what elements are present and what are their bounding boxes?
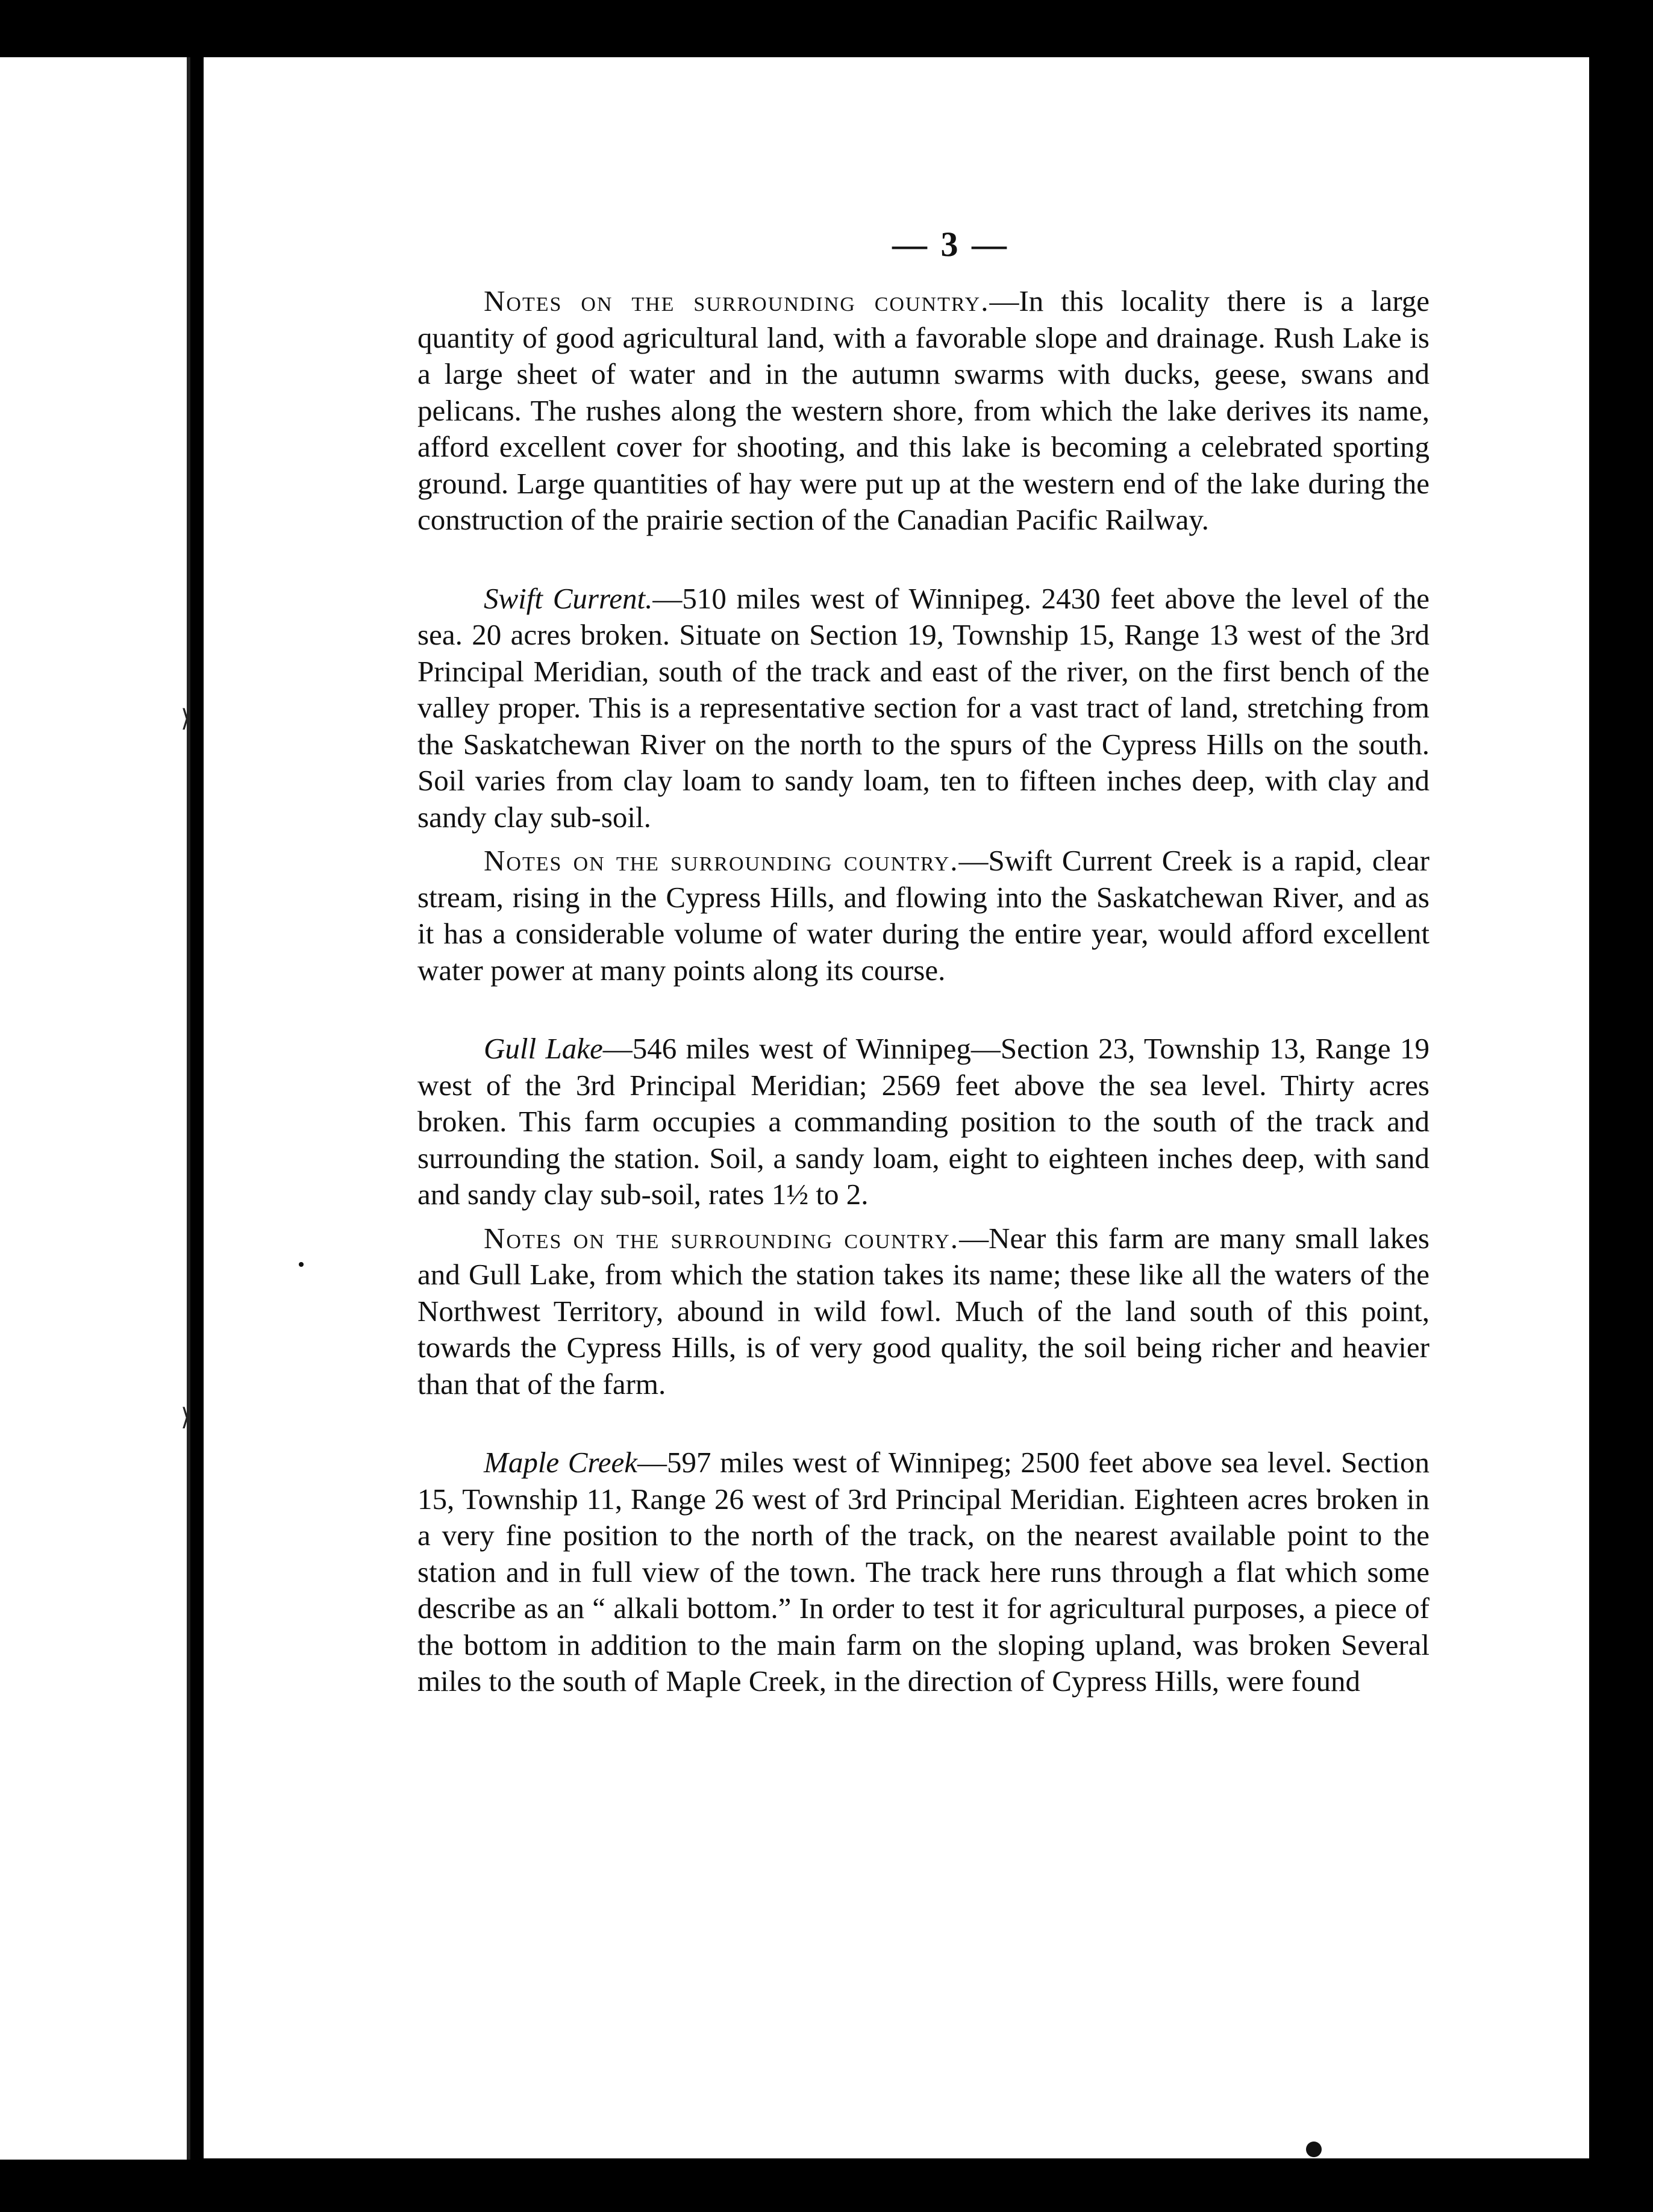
paragraph-maple-creek [417,1445,1430,1700]
paragraph-body: —Near this farm are many small lakes and Gull Lake, from which the station takes its name; these like all the waters of the Northwest Territory, abound in wild fowl. Much of the land south of this point, towards the Cypress Hills, is of very good quality, the soil being richer and heavier than that of the farm. [417,1221,1430,1401]
paragraph-gull-lake-notes [417,1220,1430,1403]
paragraph-body: —510 miles west of Winnipeg. 2430 feet above the level of the sea. 20 acres broken. Situate on Section 19, Township 15, Range 13 west of the 3rd Principal Meridian, south of the track and east of the river, on the first bench of the valley proper. This is a representative section for a vast tract of land, stretching from the Saskatchewan River on the north to the spurs of the Cypress Hills on the south. Soil varies from clay loam to sandy loam, ten to fifteen inches deep, with clay and sandy clay sub-soil. [417,581,1430,834]
place-name: Swift Current. [484,581,653,615]
ink-speck [299,1262,304,1267]
paragraph-gull-lake [417,1031,1430,1213]
paragraph-body: —In this locality there is a large quantity of good agricultural land, with a favorable slope and drainage. Rush Lake is a large sheet of water and in the autumn swarms with ducks, geese, swans and pelicans. The rushes along the western shore, from which the lake derives its name, afford excellent cover for shooting, and this lake is becoming a celebrated sporting ground. Large quantities of hay were put up at the western end of the lake during the construction of the prairie section of the Canadian Pacific Railway. [417,284,1430,536]
section-heading: Notes on the surrounding country. [484,1221,960,1255]
paragraph-body: —597 miles west of Winnipeg; 2500 feet above sea level. Section 15, Township 11, Range 26 west of 3rd Principal Meridian. Eighteen acres broken in a very fine position to the north of the track, on the nearest available point to the station and in full view of the town. The track here runs through a flat which some describe as an “ alkali bottom.” In order to test it for agricultural purposes, a piece of the bottom in addition to the main farm on the sloping upland, was broken Several miles to the south of Maple Creek, in the direction of Cypress Hills, were found [417,1446,1430,1698]
paragraph-rush-lake-notes [417,283,1430,539]
binding-stitch-mark: ⟩ [181,1404,190,1431]
place-name: Maple Creek [484,1446,637,1479]
page-number: — 3 — [892,225,1009,264]
page-gutter [187,57,190,2160]
binding-stitch-mark: ⟩ [181,705,190,733]
place-name: Gull Lake [484,1032,603,1065]
paragraph-body: —546 miles west of Winnipeg—Section 23, Township 13, Range 19 west of the 3rd Principal Meridian; 2569 feet above the sea level. Thirty acres broken. This farm occupies a commanding position to the south of the track and surrounding the station. Soil, a sandy loam, eight to eighteen inches deep, with sand and sandy clay sub-soil, rates 1½ to 2. [417,1032,1430,1211]
document-page [204,57,1589,2158]
section-heading: Notes on the surrounding country. [484,284,990,317]
facing-page-edge [0,57,188,2160]
paragraph-swift-current [417,581,1430,836]
section-heading: Notes on the surrounding country. [484,844,959,877]
paragraph-swift-current-notes [417,843,1430,989]
ink-speck [1306,2142,1322,2157]
body-text [417,283,1430,1700]
paragraph-body: —Swift Current Creek is a rapid, clear stream, rising in the Cypress Hills, and flowing into the Saskatchewan River, and as it has a considerable volume of water during the entire year, would afford excellent water power at many points along its course. [417,844,1430,987]
